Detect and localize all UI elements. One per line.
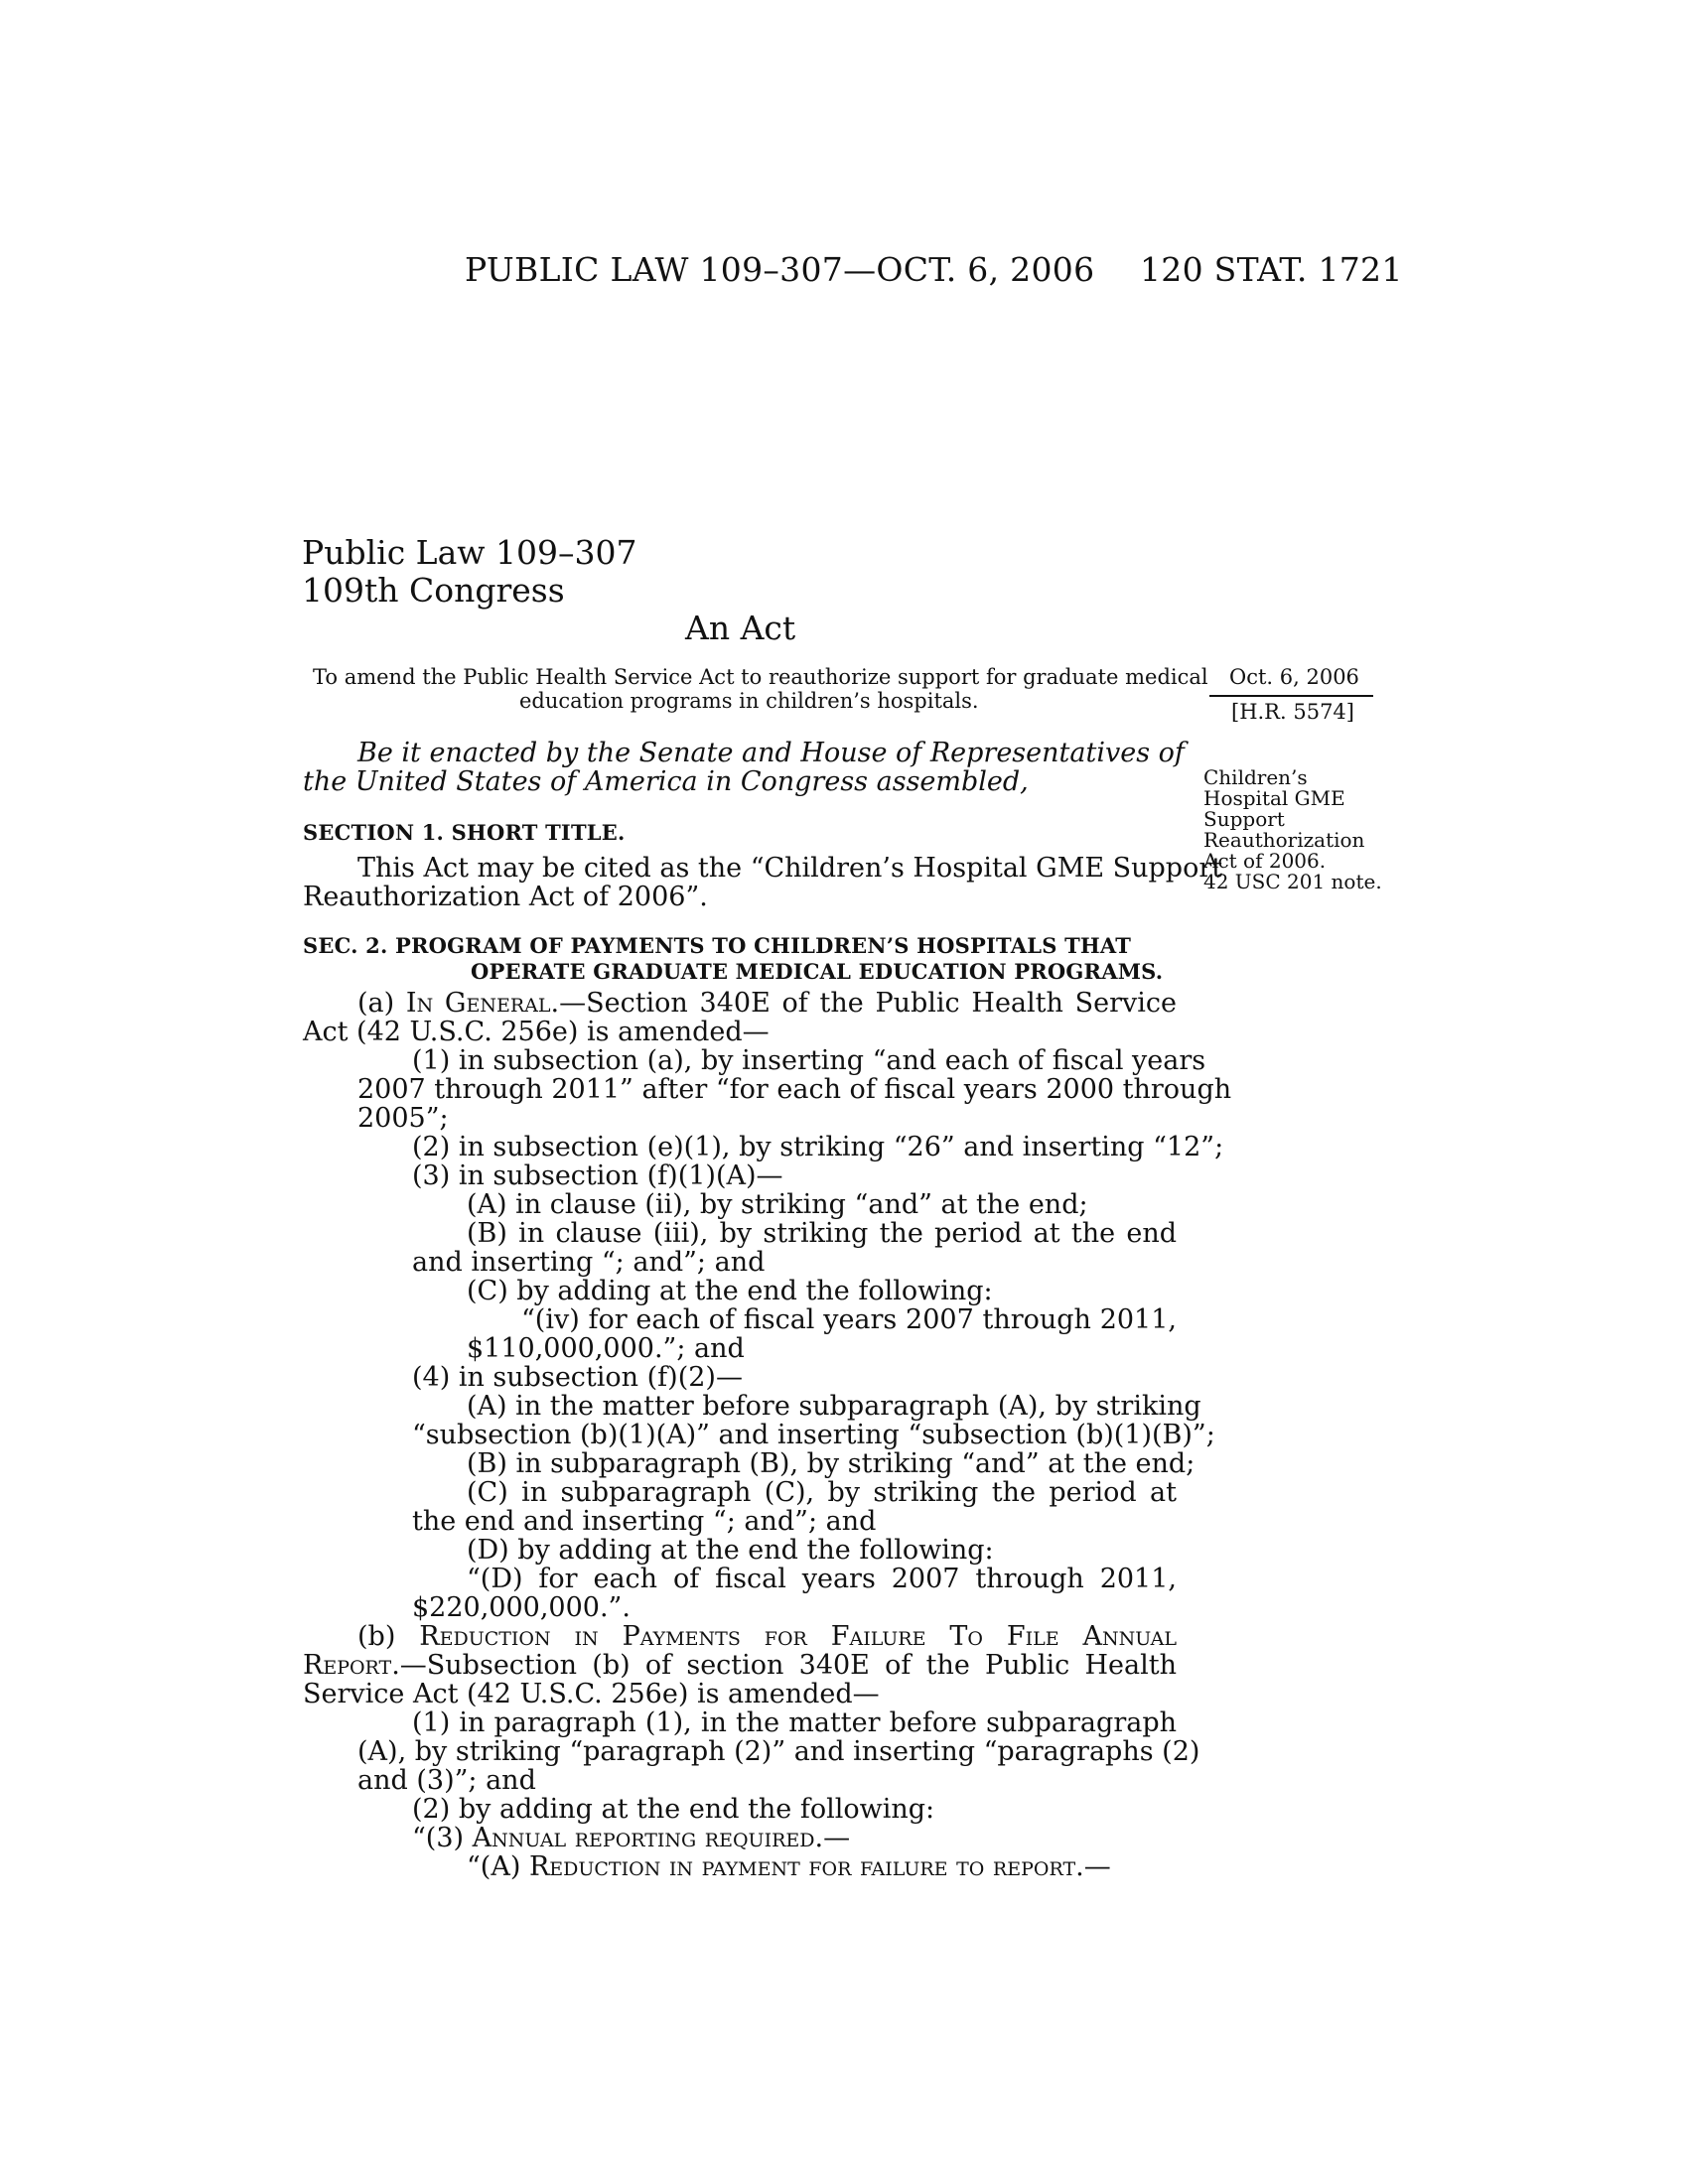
clause-iv-line-2: $110,000,000.”; and [467,1333,745,1364]
subsection-a-line-1: (a) In General.—Section 340E of the Public Health Service [357,988,1178,1019]
margin-bill-number: [H.R. 5574] [1231,700,1354,724]
margin-note-line: Hospital GME [1203,786,1345,810]
margin-note-line: Children’s [1203,765,1308,789]
enacting-line-1: Be it enacted by the Senate and House of Representatives of [357,738,1185,768]
para-3-C: (C) by adding at the end the following: [467,1276,993,1306]
para-3: (3) in subsection (f)(1)(A)— [412,1160,783,1191]
para-2: (2) in subsection (e)(1), by striking “26” and inserting “12”; [412,1132,1224,1162]
section-1-body [303,853,1223,912]
purpose-line-2: education programs in children’s hospitals. [519,689,979,713]
section-1-line-2: Reauthorization Act of 2006”. [303,882,708,912]
b-para-1-line-1: (1) in paragraph (1), in the matter before subparagraph [412,1707,1177,1738]
margin-rule [1209,695,1373,697]
b-para-1-line-2: (A), by striking “paragraph (2)” and inserting “paragraphs (2) [357,1736,1200,1767]
subsection-b-line-2: Report.—Subsection (b) of section 340E of the Public Health [303,1650,1177,1681]
subpara-D-line-1: “(D) for each of fiscal years 2007 through 2011, [467,1564,1177,1594]
para-3-B-line-2: and inserting “; and”; and [412,1247,766,1278]
section-1-line-1: This Act may be cited as the “Children’s Hospital GME Support [357,853,1223,884]
para-4-B: (B) in subparagraph (B), by striking “and” at the end; [467,1448,1196,1479]
para-3-B-line-1: (B) in clause (iii), by striking the period at the end [467,1218,1177,1249]
b-para-3-heading: “(3) Annual reporting required.— [412,1823,851,1853]
margin-note-line: Support [1203,807,1285,831]
act-heading: An Act [685,609,796,647]
subsection-a-line-2: Act (42 U.S.C. 256e) is amended— [303,1017,770,1047]
para-4-C-line-1: (C) in subparagraph (C), by striking the period at [467,1477,1177,1508]
para-3-A: (A) in clause (ii), by striking “and” at the end; [467,1189,1088,1220]
margin-note [1203,767,1382,892]
enacting-line-2: the United States of America in Congress assembled, [303,766,1029,797]
stat-page-number: 120 STAT. 1721 [1140,250,1403,289]
section-1-heading: SECTION 1. SHORT TITLE. [303,820,626,845]
b-para-3-A-heading: “(A) Reduction in payment for failure to report.— [467,1851,1111,1882]
clause-iv-line-1: “(iv) for each of fiscal years 2007 through 2011, [521,1304,1177,1335]
section-2-heading-line-1: SEC. 2. PROGRAM OF PAYMENTS TO CHILDREN’S HOSPITALS THAT [303,933,1132,958]
subpara-D-line-2: $220,000,000.”. [412,1592,631,1623]
margin-note-line: Reauthorization [1203,828,1365,852]
subsection-b-line-3: Service Act (42 U.S.C. 256e) is amended— [303,1679,880,1709]
law-number: Public Law 109–307 [302,533,637,572]
margin-note-line: Act of 2006. [1203,849,1327,873]
enacting-clause [303,738,1185,797]
b-para-2: (2) by adding at the end the following: [412,1794,935,1825]
para-4-D: (D) by adding at the end the following: [467,1535,994,1566]
b-para-1-line-3: and (3)”; and [357,1765,536,1796]
section-2-heading-line-2: OPERATE GRADUATE MEDICAL EDUCATION PROGRAMS. [471,959,1164,984]
para-1-line-1: (1) in subsection (a), by inserting “and each of fiscal years [412,1045,1206,1076]
section-2-body [303,988,1232,1882]
para-4-A-line-1: (A) in the matter before subparagraph (A), by striking [467,1391,1201,1422]
para-4: (4) in subsection (f)(2)— [412,1362,743,1393]
congress-number: 109th Congress [302,571,565,610]
subsection-b-line-1: (b) Reduction in Payments for Failure To File Annual [357,1621,1177,1652]
para-1-line-3: 2005”; [357,1103,449,1134]
running-title: PUBLIC LAW 109–307—OCT. 6, 2006 [465,250,1095,289]
para-4-A-line-2: “subsection (b)(1)(A)” and inserting “subsection (b)(1)(B)”; [412,1420,1215,1450]
margin-note-line: 42 USC 201 note. [1203,870,1382,893]
margin-date: Oct. 6, 2006 [1229,665,1359,689]
para-4-C-line-2: the end and inserting “; and”; and [412,1506,877,1537]
purpose-line-1: To amend the Public Health Service Act to reauthorize support for graduate medical [313,665,1208,689]
para-1-line-2: 2007 through 2011” after “for each of fiscal years 2000 through [357,1074,1232,1105]
